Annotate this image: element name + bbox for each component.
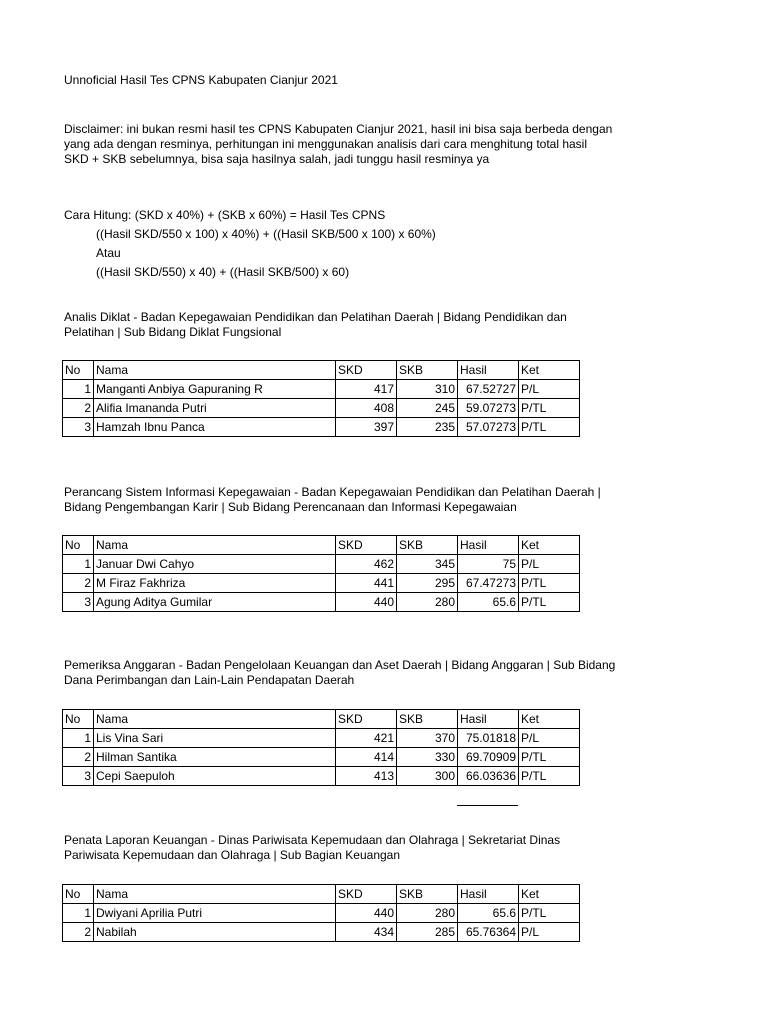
col-skd-header: SKD [336,536,397,555]
col-ket-header: Ket [519,536,580,555]
disclaimer-line: SKD + SKB sebelumnya, bisa saja hasilnya salah, jadi tunggu hasil resminya ya [64,152,490,166]
col-nama-header: Nama [94,885,336,904]
col-nama-header: Nama [94,361,336,380]
table-row [63,904,580,923]
section-heading [64,658,664,688]
col-skd-header: SKD [336,885,397,904]
cell-hasil: 65.6 [458,904,519,923]
cell-hasil: 75.01818 [458,729,519,748]
cell-skd: 413 [336,767,397,786]
cell-hasil: 66.03636 [458,767,519,786]
cell-no: 1 [63,555,94,574]
section-heading-line: Pariwisata Kepemudaan dan Olahraga | Sub Bagian Keuangan [64,848,401,862]
section-heading [64,485,664,515]
cell-skd: 417 [336,380,397,399]
formula-line: Atau [96,246,121,260]
cell-nama: Alifia Imananda Putri [94,399,336,418]
cell-ket: P/TL [519,767,580,786]
cell-ket: P/L [519,729,580,748]
section-heading-line: Pelatihan | Sub Bidang Diklat Fungsional [64,325,282,339]
formula-line: ((Hasil SKD/550 x 100) x 40%) + ((Hasil SKB/500 x 100) x 60%) [96,227,436,241]
cell-no: 2 [63,574,94,593]
cell-hasil: 57.07273 [458,418,519,437]
cell-skb: 370 [397,729,458,748]
col-skb-header: SKB [397,710,458,729]
cell-skd: 434 [336,923,397,942]
cell-ket: P/L [519,923,580,942]
table-row [63,748,580,767]
cell-skd: 414 [336,748,397,767]
cell-skb: 330 [397,748,458,767]
cell-skb: 280 [397,904,458,923]
cell-skd: 397 [336,418,397,437]
table-row [63,923,580,942]
cell-skb: 345 [397,555,458,574]
cell-nama: M Firaz Fakhriza [94,574,336,593]
cell-no: 2 [63,399,94,418]
section-heading-line: Pemeriksa Anggaran - Badan Pengelolaan Keuangan dan Aset Daerah | Bidang Anggaran | Sub Bidang [64,658,616,672]
section-heading-line: Dana Perimbangan dan Lain-Lain Pendapatan Daerah [64,673,355,687]
col-nama-header: Nama [94,710,336,729]
cell-no: 3 [63,418,94,437]
cell-ket: P/TL [519,574,580,593]
cell-skb: 280 [397,593,458,612]
col-ket-header: Ket [519,710,580,729]
col-hasil-header: Hasil [458,536,519,555]
cell-nama: Hilman Santika [94,748,336,767]
col-skb-header: SKB [397,536,458,555]
cell-no: 1 [63,380,94,399]
cell-no: 3 [63,593,94,612]
cell-hasil: 65.76364 [458,923,519,942]
cell-skd: 440 [336,904,397,923]
col-skb-header: SKB [397,361,458,380]
col-no-header: No [63,710,94,729]
table-row [63,593,580,612]
cell-no: 1 [63,729,94,748]
table-row [63,399,580,418]
cell-skb: 235 [397,418,458,437]
col-no-header: No [63,885,94,904]
cell-ket: P/L [519,380,580,399]
cell-nama: Manganti Anbiya Gapuraning R [94,380,336,399]
col-hasil-header: Hasil [458,361,519,380]
cell-skd: 440 [336,593,397,612]
results-table [62,535,580,612]
results-table [62,709,580,786]
table-row [63,555,580,574]
cell-nama: Agung Aditya Gumilar [94,593,336,612]
table-row [63,574,580,593]
cell-skb: 245 [397,399,458,418]
col-skb-header: SKB [397,885,458,904]
cell-skb: 310 [397,380,458,399]
cell-hasil: 67.47273 [458,574,519,593]
table-header-row [63,710,580,729]
table-row [63,729,580,748]
cell-ket: P/TL [519,904,580,923]
cell-no: 1 [63,904,94,923]
cell-hasil: 75 [458,555,519,574]
cell-ket: P/TL [519,593,580,612]
page-title: Unnoficial Hasil Tes CPNS Kabupaten Cianjur 2021 [64,73,338,87]
cell-ket: P/TL [519,418,580,437]
cell-ket: P/TL [519,399,580,418]
col-ket-header: Ket [519,361,580,380]
cell-ket: P/L [519,555,580,574]
cell-ket: P/TL [519,748,580,767]
cell-nama: Lis Vina Sari [94,729,336,748]
cell-hasil: 65.6 [458,593,519,612]
cell-hasil: 59.07273 [458,399,519,418]
cell-nama: Hamzah Ibnu Panca [94,418,336,437]
stray-underline [457,805,518,806]
disclaimer [64,122,664,167]
cell-skb: 295 [397,574,458,593]
cell-no: 2 [63,923,94,942]
disclaimer-line: yang ada dengan resminya, perhitungan ini menggunakan analisis dari cara menghitung total hasil [64,137,588,151]
col-no-header: No [63,361,94,380]
table-row [63,418,580,437]
col-nama-header: Nama [94,536,336,555]
col-hasil-header: Hasil [458,885,519,904]
results-table [62,884,580,942]
col-skd-header: SKD [336,710,397,729]
cell-no: 2 [63,748,94,767]
col-no-header: No [63,536,94,555]
cell-nama: Januar Dwi Cahyo [94,555,336,574]
cell-skd: 421 [336,729,397,748]
cell-skb: 300 [397,767,458,786]
section-heading-line: Penata Laporan Keuangan - Dinas Pariwisata Kepemudaan dan Olahraga | Sekretariat Dinas [64,833,561,847]
col-hasil-header: Hasil [458,710,519,729]
cell-skd: 408 [336,399,397,418]
cell-nama: Nabilah [94,923,336,942]
formula-line: Cara Hitung: (SKD x 40%) + (SKB x 60%) = Hasil Tes CPNS [64,208,386,222]
cell-nama: Cepi Saepuloh [94,767,336,786]
formula-line: ((Hasil SKD/550) x 40) + ((Hasil SKB/500) x 60) [96,265,350,279]
table-row [63,380,580,399]
col-ket-header: Ket [519,885,580,904]
section-heading-line: Analis Diklat - Badan Kepegawaian Pendidikan dan Pelatihan Daerah | Bidang Pendidikan dan [64,310,567,324]
table-header-row [63,885,580,904]
table-header-row [63,361,580,380]
section-heading-line: Bidang Pengembangan Karir | Sub Bidang Perencanaan dan Informasi Kepegawaian [64,500,517,514]
cell-nama: Dwiyani Aprilia Putri [94,904,336,923]
cell-no: 3 [63,767,94,786]
section-heading-line: Perancang Sistem Informasi Kepegawaian - Badan Kepegawaian Pendidikan dan Pelatihan Daerah | [64,485,601,499]
cell-skd: 441 [336,574,397,593]
section-heading [64,833,664,863]
section-heading [64,310,664,340]
disclaimer-line: Disclaimer: ini bukan resmi hasil tes CPNS Kabupaten Cianjur 2021, hasil ini bisa saja berbeda dengan [64,122,613,136]
results-table [62,360,580,437]
cell-hasil: 67.52727 [458,380,519,399]
cell-skd: 462 [336,555,397,574]
table-header-row [63,536,580,555]
cell-hasil: 69.70909 [458,748,519,767]
table-row [63,767,580,786]
cell-skb: 285 [397,923,458,942]
col-skd-header: SKD [336,361,397,380]
